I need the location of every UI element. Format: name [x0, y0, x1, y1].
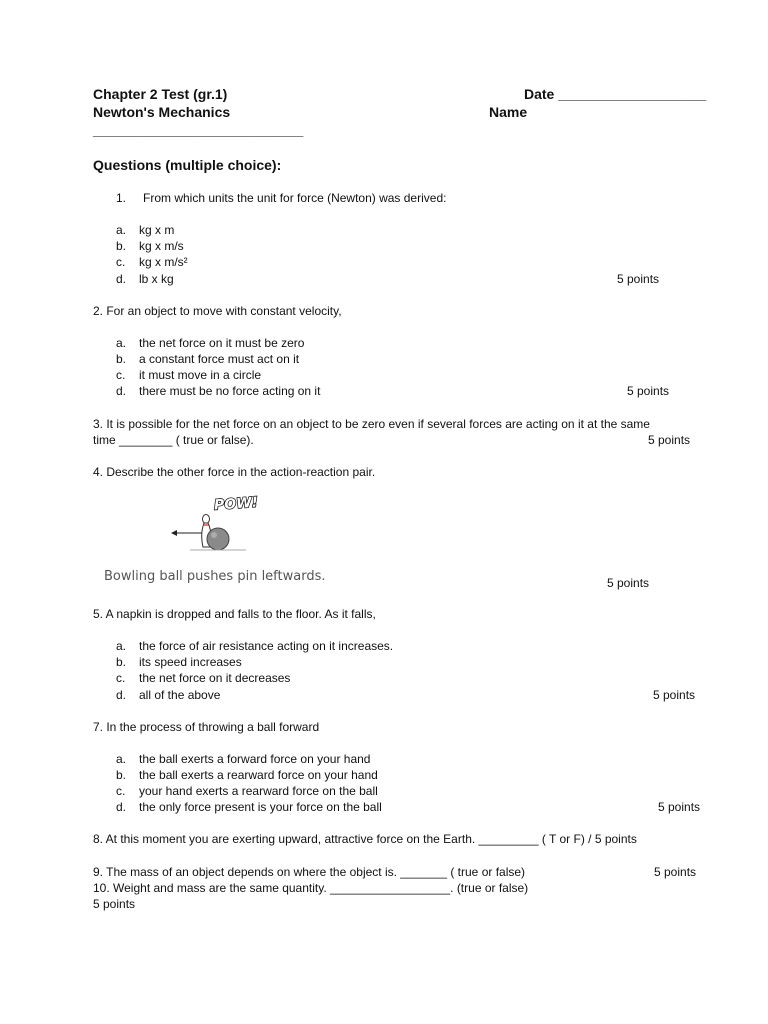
q2-text: 2. For an object to move with constant velocity, [93, 304, 342, 318]
q10-points: 5 points [93, 897, 136, 911]
section-title: Questions (multiple choice): [93, 157, 282, 173]
q7-points: 5 points [658, 800, 701, 814]
q9-text: 9. The mass of an object depends on where the object is. _______ ( true or false) [93, 865, 526, 879]
date-label: Date ___________________ [524, 86, 707, 102]
pow-label: POW! [213, 494, 259, 514]
q8-text: 8. At this moment you are exerting upward, attractive force on the Earth. _________ ( T or F) / 5 points [93, 832, 637, 846]
option-text: the net force on it must be zero [139, 336, 305, 350]
option-text: the ball exerts a forward force on your hand [139, 752, 371, 766]
option-text: it must move in a circle [139, 368, 262, 382]
q3-line2: time ________ ( true or false). [93, 433, 254, 447]
option-letter: c. [116, 368, 126, 382]
option-letter: b. [116, 768, 127, 782]
option-text: there must be no force acting on it [139, 384, 321, 398]
option-letter: a. [116, 336, 127, 350]
option-text: the ball exerts a rearward force on your hand [139, 768, 378, 782]
bowling-illustration [168, 492, 268, 556]
name-blank-line: ___________________________ [93, 122, 304, 138]
option-letter: c. [116, 671, 126, 685]
option-text: the force of air resistance acting on it increases. [139, 639, 394, 653]
q4-points: 5 points [607, 576, 650, 590]
q9-points: 5 points [654, 865, 697, 879]
option-letter: c. [116, 255, 126, 269]
option-letter: b. [116, 352, 127, 366]
q10-text: 10. Weight and mass are the same quantity. __________________. (true or false) [93, 881, 529, 895]
q1-text: From which units the unit for force (Newton) was derived: [143, 191, 447, 205]
option-text: kg x m [139, 223, 175, 237]
option-text: its speed increases [139, 655, 242, 669]
q5-points: 5 points [653, 688, 696, 702]
q3-points: 5 points [648, 433, 691, 447]
q1-number: 1. [116, 191, 127, 205]
image-caption: Bowling ball pushes pin leftwards. [104, 569, 326, 584]
option-letter: a. [116, 223, 127, 237]
option-text: a constant force must act on it [139, 352, 300, 366]
option-text: lb x kg [139, 272, 174, 286]
q2-points: 5 points [627, 384, 670, 398]
option-letter: a. [116, 639, 127, 653]
option-text: kg x m/s [139, 239, 184, 253]
q1-points: 5 points [617, 272, 660, 286]
test-subtitle: Newton's Mechanics [93, 104, 231, 120]
option-text: kg x m/s² [139, 255, 188, 269]
q5-text: 5. A napkin is dropped and falls to the floor. As it falls, [93, 607, 376, 621]
option-letter: d. [116, 688, 127, 702]
option-letter: a. [116, 752, 127, 766]
test-title: Chapter 2 Test (gr.1) [93, 86, 228, 102]
bowling-pin-ball-image [168, 492, 268, 556]
option-text: all of the above [139, 688, 221, 702]
option-letter: d. [116, 384, 127, 398]
option-letter: b. [116, 239, 127, 253]
q3-line1: 3. It is possible for the net force on an object to be zero even if several forces are acting on it at the same [93, 417, 650, 431]
q4-text: 4. Describe the other force in the action-reaction pair. [93, 465, 376, 479]
name-label: Name [489, 104, 528, 120]
q7-text: 7. In the process of throwing a ball forward [93, 720, 320, 734]
option-text: the only force present is your force on the ball [139, 800, 382, 814]
option-letter: d. [116, 272, 127, 286]
option-letter: c. [116, 784, 126, 798]
option-text: the net force on it decreases [139, 671, 291, 685]
option-text: your hand exerts a rearward force on the ball [139, 784, 378, 798]
option-letter: d. [116, 800, 127, 814]
option-letter: b. [116, 655, 127, 669]
